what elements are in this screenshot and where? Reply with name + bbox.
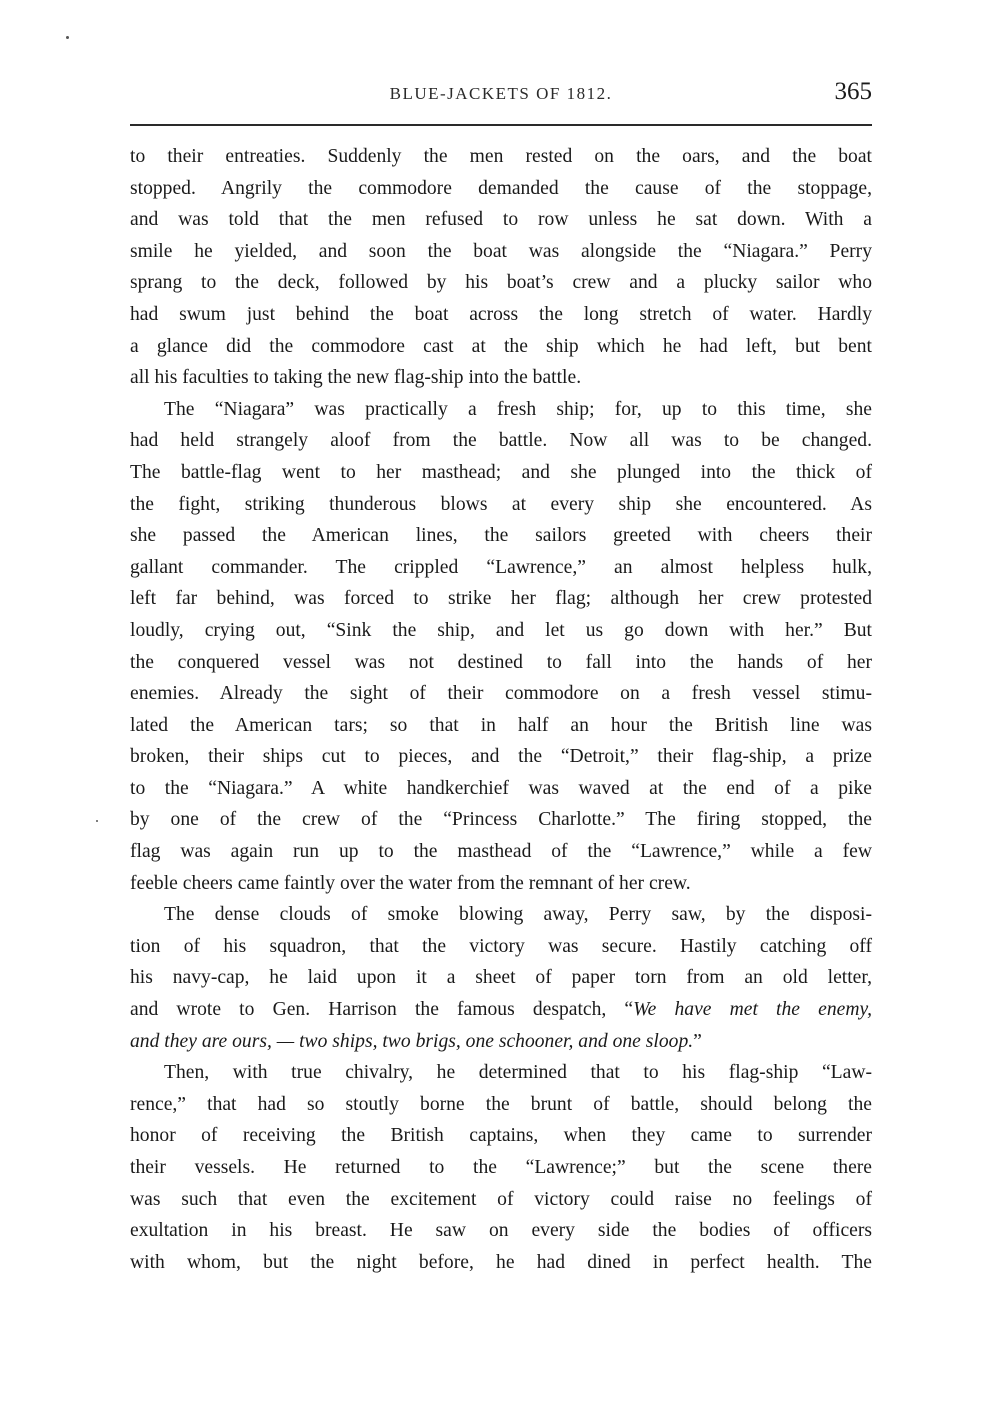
text-line: The battle-flag went to her masthead; and she plunged into the thick of — [130, 461, 872, 483]
text-line: broken, their ships cut to pieces, and the “Detroit,” their flag-ship, a prize — [130, 746, 872, 768]
text-line-with-quote — [130, 994, 872, 1026]
text-line: to their entreaties. Suddenly the men rested on the oars, and the boat — [130, 146, 872, 167]
text-line: exultation in his breast. He saw on every side the bodies of officers — [130, 1220, 872, 1242]
text-line: to the “Niagara.” A white handkerchief was waved at the end of a pike — [130, 777, 872, 799]
text-line: rence,” that had so stoutly borne the brunt of battle, should belong the — [130, 1093, 872, 1115]
text-line: tion of his squadron, that the victory was secure. Hastily catching off — [130, 935, 872, 957]
text-line: his navy-cap, he laid upon it a sheet of paper torn from an old letter, — [130, 967, 872, 989]
text-line: enemies. Already the sight of their commodore on a fresh vessel stimu- — [130, 683, 872, 705]
quote-segment: and they are ours, — two ships, two brigs, one schooner, and one sloop. — [130, 1030, 694, 1052]
text-line: the conquered vessel was not destined to fall into the hands of her — [130, 651, 872, 673]
text-line: feeble cheers came faintly over the water from the remnant of her crew. — [130, 872, 691, 894]
header-rule — [130, 124, 872, 126]
page-number: 365 — [834, 78, 872, 105]
scan-speck — [96, 820, 98, 822]
text-line: sprang to the deck, followed by his boat’s crew and a plucky sailor who — [130, 272, 872, 294]
text-line: honor of receiving the British captains, when they came to surrender — [130, 1125, 872, 1147]
text-line: had swum just behind the boat across the long stretch of water. Hardly — [130, 303, 872, 325]
text-line: The dense clouds of smoke blowing away, Perry saw, by the disposi- — [164, 904, 872, 926]
text-line: by one of the crew of the “Princess Charlotte.” The firing stopped, the — [130, 809, 872, 831]
text-line: The “Niagara” was practically a fresh ship; for, up to this time, she — [164, 398, 872, 420]
text-line: stopped. Angrily the commodore demanded the cause of the stoppage, — [130, 177, 872, 199]
quote-segment: We have met the enemy, — [633, 999, 872, 1021]
text-line: all his faculties to taking the new flag-ship into the battle. — [130, 367, 582, 389]
text-line: Then, with true chivalry, he determined that to his flag-ship “Law- — [164, 1062, 872, 1084]
text-line: gallant commander. The crippled “Lawrence,” an almost helpless hulk, — [130, 556, 872, 578]
text-line: left far behind, was forced to strike her flag; although her crew protested — [130, 588, 872, 610]
text-line: had held strangely aloof from the battle. Now all was to be changed. — [130, 430, 872, 452]
text-segment: and wrote to Gen. Harrison the famous despatch, “ — [130, 999, 634, 1021]
text-line: a glance did the commodore cast at the ship which he had left, but bent — [130, 335, 872, 357]
running-head — [130, 78, 872, 112]
text-line: and was told that the men refused to row unless he sat down. With a — [130, 209, 872, 231]
quote-line — [130, 1026, 872, 1058]
text-line: smile he yielded, and soon the boat was alongside the “Niagara.” Perry — [130, 240, 872, 262]
text-line: loudly, crying out, “Sink the ship, and let us go down with her.” But — [130, 619, 872, 641]
text-line: with whom, but the night before, he had dined in perfect health. The — [130, 1251, 872, 1273]
scan-speck — [66, 36, 69, 39]
body-text — [130, 141, 872, 1278]
text-line: the fight, striking thunderous blows at every ship she encountered. As — [130, 493, 872, 515]
text-line: lated the American tars; so that in half an hour the British line was — [130, 714, 872, 736]
quote-close: ” — [693, 1030, 702, 1052]
text-line: she passed the American lines, the sailors greeted with cheers their — [130, 525, 872, 547]
text-line: their vessels. He returned to the “Lawrence;” but the scene there — [130, 1157, 872, 1178]
text-line: flag was again run up to the masthead of the “Lawrence,” while a few — [130, 841, 872, 863]
text-line: was such that even the excitement of victory could raise no feelings of — [130, 1188, 872, 1210]
running-title: BLUE-JACKETS OF 1812. — [389, 84, 613, 103]
